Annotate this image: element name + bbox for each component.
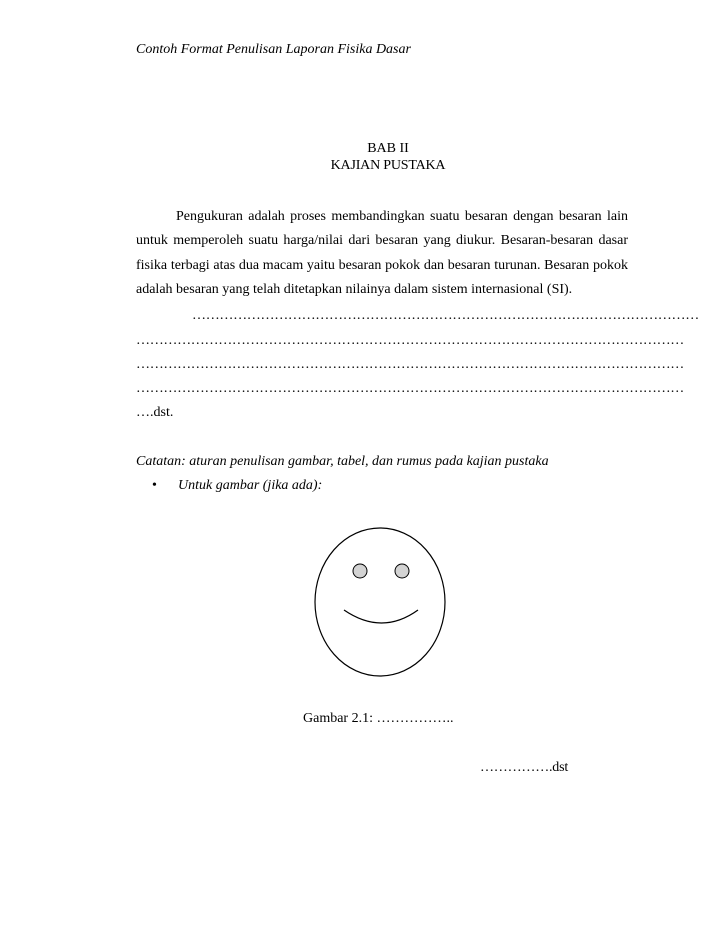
left-eye (353, 564, 367, 578)
smiley-face-figure (310, 526, 450, 682)
bullet-item-text: Untuk gambar (jika ada): (178, 478, 323, 493)
dst-marker: ….dst. (136, 405, 174, 420)
chapter-number: BAB II (367, 141, 409, 156)
bullet-dot: • (152, 478, 157, 493)
page-header: Contoh Format Penulisan Laporan Fisika Dasar (136, 42, 411, 57)
placeholder-dots-line: ………………………………………………………………………………………………… (192, 308, 699, 323)
right-eye (395, 564, 409, 578)
chapter-title: KAJIAN PUSTAKA (330, 158, 446, 173)
face-outline (315, 528, 445, 676)
placeholder-dots-line: ………………………………………………………………………………………………………… (136, 381, 685, 396)
body-paragraph: Pengukuran adalah proses membandingkan suatu besaran dengan besaran lain untuk memperoleh suatu harga/nilai dari besaran yang diukur. Besaran-besaran dasar fisika terbagi atas dua macam yaitu besaran pokok dan besaran turunan. Besaran pokok adalah besaran yang telah ditetapkan nilainya dalam sistem internasional (SI). (136, 209, 628, 297)
footer-dst: …………….dst (480, 760, 569, 775)
placeholder-dots-line: ………………………………………………………………………………………………………… (136, 357, 685, 372)
note-text: Catatan: aturan penulisan gambar, tabel, dan rumus pada kajian pustaka (136, 454, 549, 469)
figure-caption: Gambar 2.1: …………….. (303, 711, 454, 726)
placeholder-dots-line: ………………………………………………………………………………………………………… (136, 333, 685, 348)
